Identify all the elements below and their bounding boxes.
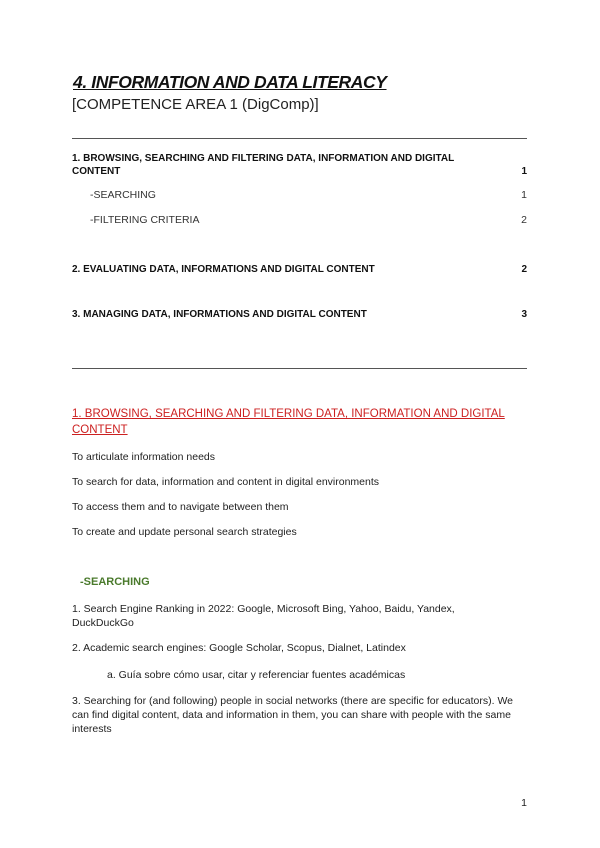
toc-entry-1-page: 1 (521, 166, 527, 177)
toc-entry-1-line-2: CONTENT (72, 166, 121, 177)
toc-sub-searching: -SEARCHING (90, 189, 156, 201)
toc-sub-filtering: -FILTERING CRITERIA (90, 214, 200, 226)
section-1-paragraph-2: To search for data, information and content in digital environments (72, 476, 380, 488)
divider-bottom (72, 368, 527, 369)
document-title: 4. INFORMATION AND DATA LITERACY (73, 72, 387, 92)
divider-top (72, 138, 527, 139)
toc-sub-filtering-page: 2 (521, 214, 527, 226)
toc-entry-2: 2. EVALUATING DATA, INFORMATIONS AND DIGITAL CONTENT (72, 264, 375, 275)
searching-heading: -SEARCHING (80, 576, 150, 588)
section-1-paragraph-1: To articulate information needs (72, 451, 215, 463)
toc-entry-3-page: 3 (521, 309, 527, 320)
section-1-paragraph-4: To create and update personal search strategies (72, 526, 297, 538)
section-1-paragraph-3: To access them and to navigate between them (72, 501, 289, 513)
searching-item-3: 3. Searching for (and following) people in social networks (there are specific for educators). We can find digital content, data and information in them, you can share with people with the same interests (72, 695, 514, 735)
toc-entry-1-line-1: 1. BROWSING, SEARCHING AND FILTERING DATA, INFORMATION AND DIGITAL (72, 153, 455, 164)
toc-sub-searching-page: 1 (521, 189, 527, 201)
toc-entry-3: 3. MANAGING DATA, INFORMATIONS AND DIGITAL CONTENT (72, 309, 367, 320)
document-subtitle: [COMPETENCE AREA 1 (DigComp)] (72, 96, 319, 113)
toc-entry-2-page: 2 (521, 264, 527, 275)
searching-item-1: 1. Search Engine Ranking in 2022: Google, Microsoft Bing, Yahoo, Baidu, Yandex, DuckDuckGo (72, 603, 455, 629)
searching-item-2a: a. Guía sobre cómo usar, citar y referenciar fuentes académicas (107, 669, 406, 681)
section-1-heading[interactable]: 1. BROWSING, SEARCHING AND FILTERING DATA, INFORMATION AND DIGITAL CONTENT (72, 408, 505, 436)
searching-item-2: 2. Academic search engines: Google Scholar, Scopus, Dialnet, Latindex (72, 642, 406, 654)
page-number: 1 (521, 797, 527, 809)
